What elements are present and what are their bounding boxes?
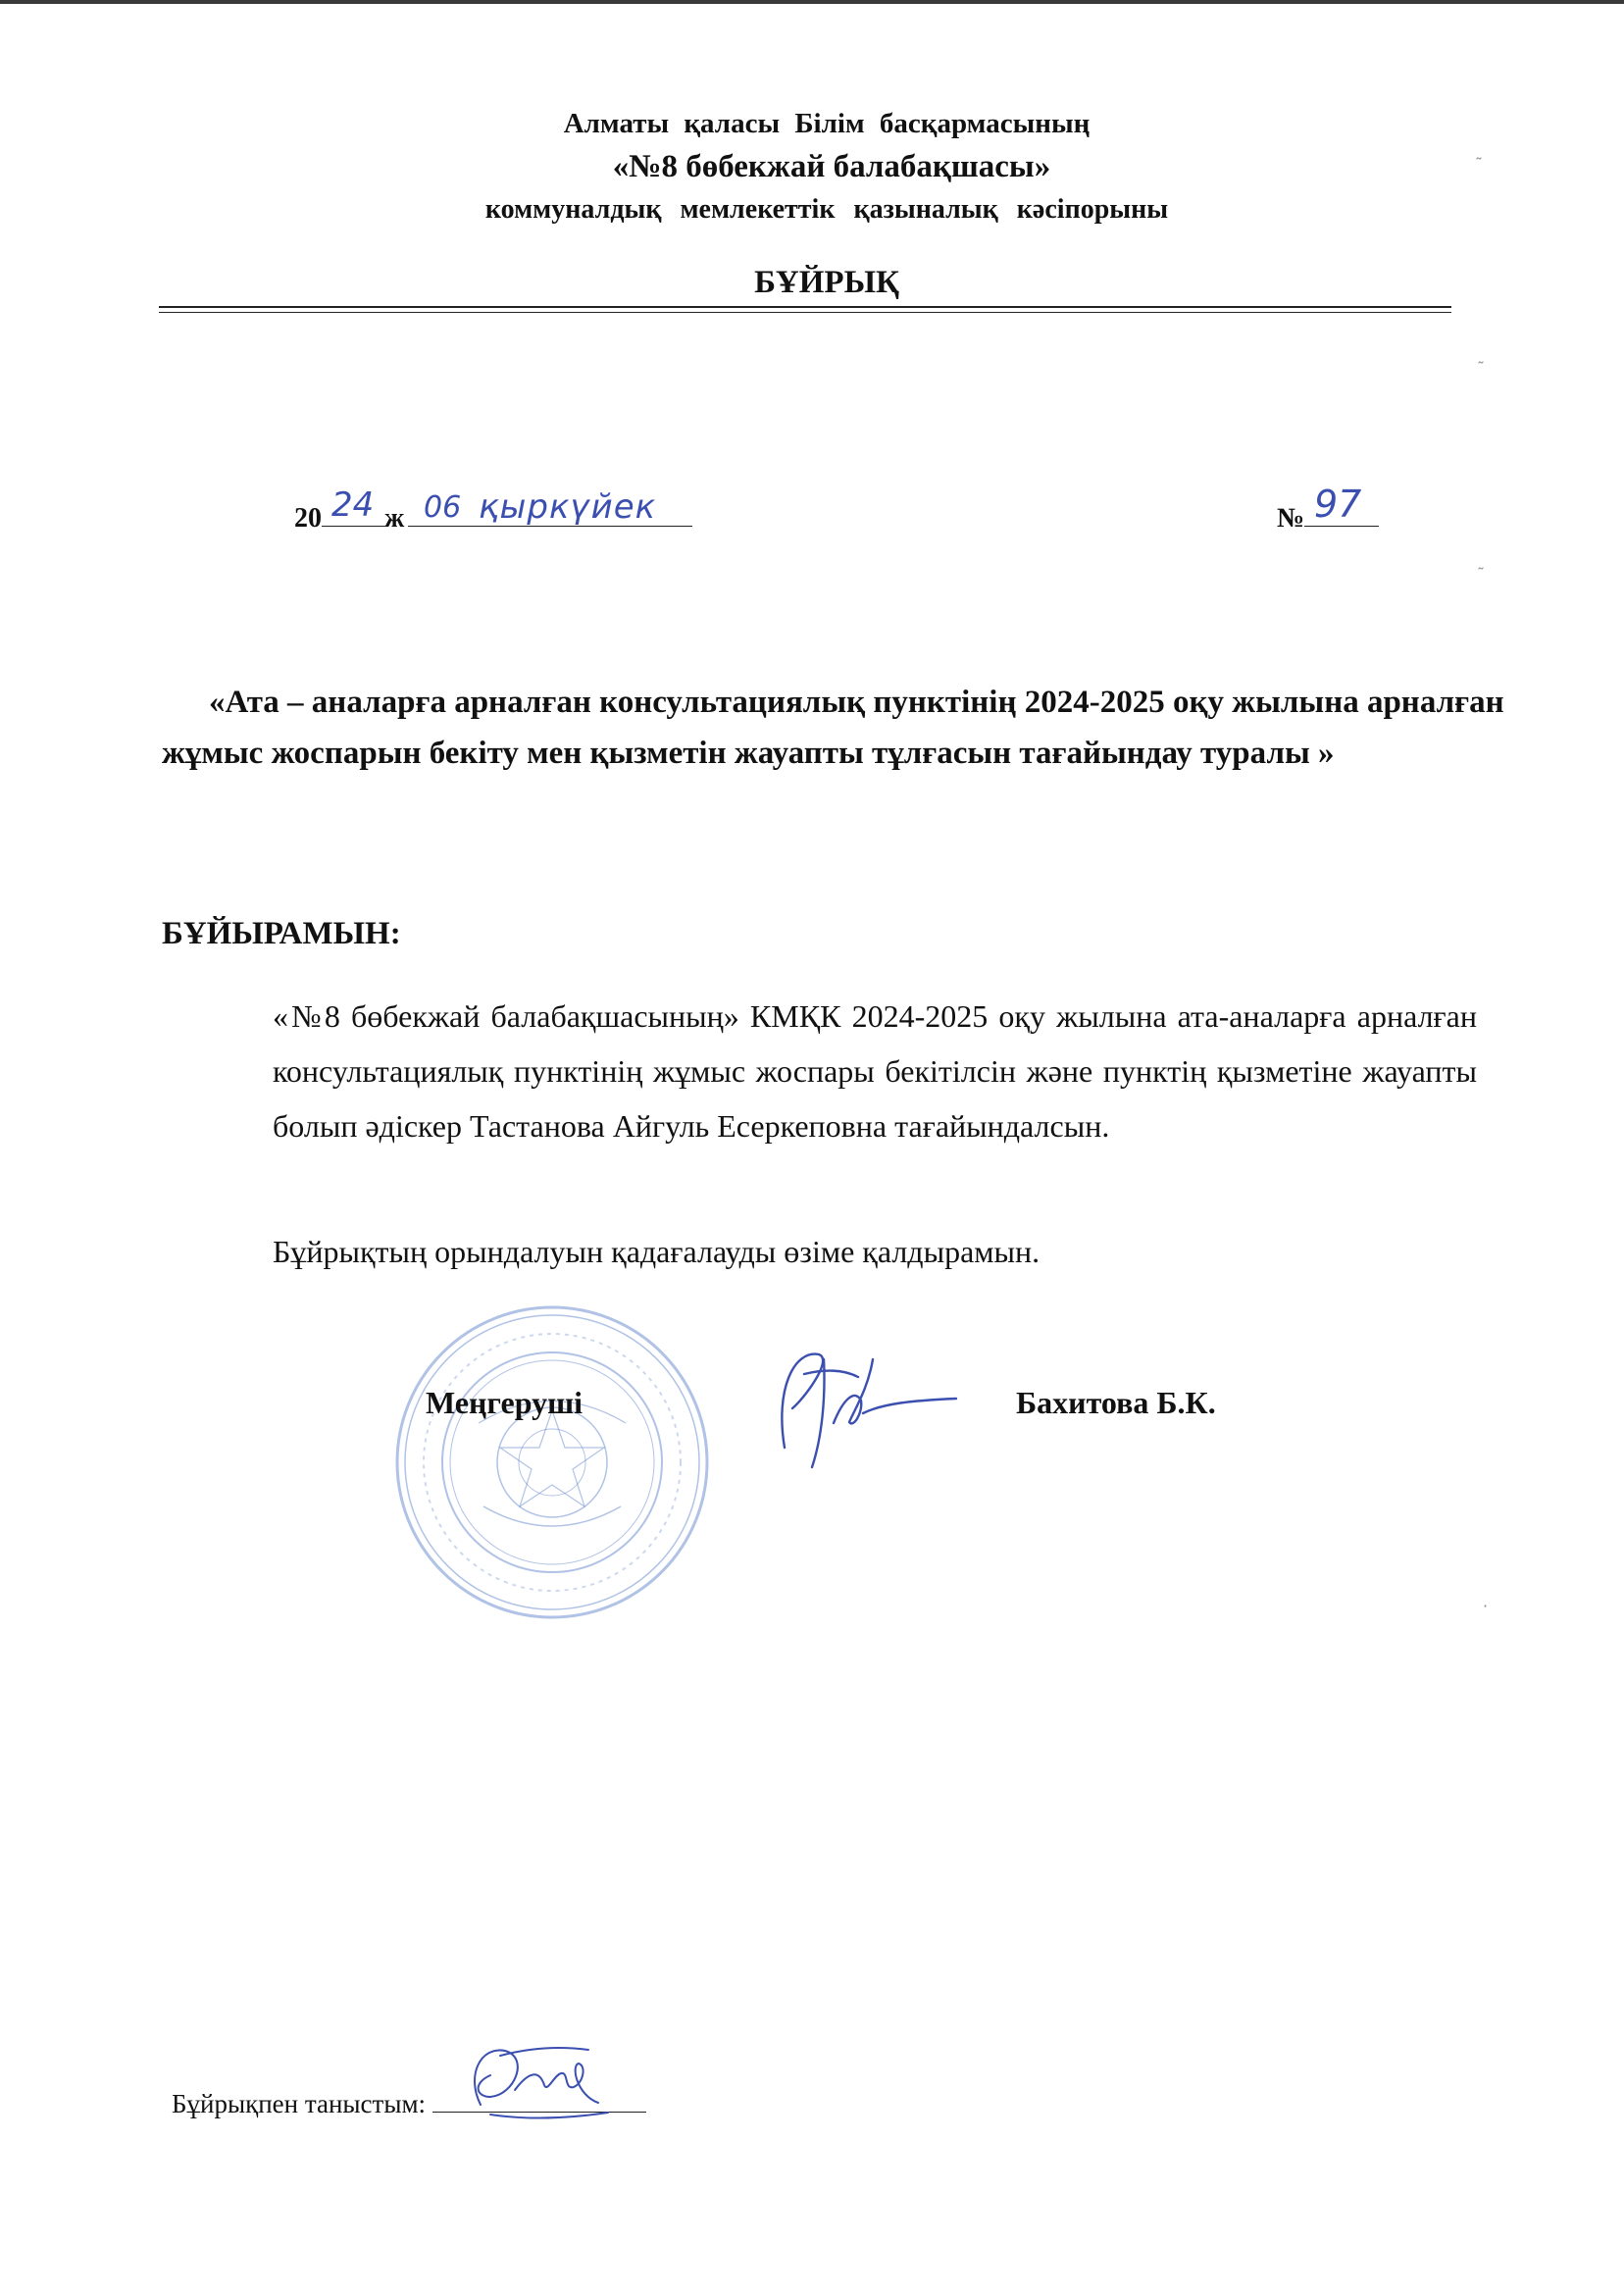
title-rule-thick <box>159 306 1451 308</box>
scan-speck: ˜ <box>1475 155 1483 174</box>
scan-speck: ˜ <box>1477 565 1485 584</box>
org-line-3: коммуналдық мемлекеттік қазыналық кәсіпорыны <box>484 194 1169 225</box>
signatory-name: Бахитова Б.К. <box>1016 1385 1216 1420</box>
order-subject: «Ата – аналарға арналған консультациялық пунктінің 2024-2025 оқу жылына арналған жұмыс жоспарын бекіту мен қызметін жауапты тұлғасын тағайындау туралы » <box>162 685 1504 771</box>
number-label: № <box>1277 503 1305 534</box>
order-heading: БҰЙЫРАМЫН: <box>162 916 401 951</box>
order-paragraph-1: «№8 бөбекжай балабақшасының» КМҚК 2024-2025 оқу жылына ата-аналарға арналған консультациялық пунктінің жұмыс жоспары бекітілсін және пунктің қызметіне жауапты болып әдіскер Тастанова Айгуль Есеркеповна тағайындалсын. <box>273 998 1477 1144</box>
year-prefix: 20 <box>294 503 322 534</box>
signatory-role: Меңгеруші <box>426 1385 584 1420</box>
handwritten-number: 97 <box>1314 483 1362 526</box>
handwritten-month: қыркүйек <box>479 487 657 527</box>
order-paragraph-2: Бұйрықтың орындалуын қадағалауды өзіме қалдырамын. <box>273 1234 1040 1269</box>
year-suffix: ж <box>384 503 405 534</box>
official-stamp-icon <box>390 1300 714 1624</box>
acknowledgement-label: Бұйрықпен таныстым: <box>172 2089 427 2118</box>
org-line-1: Алматы қаласы Білім басқармасының <box>563 108 1091 139</box>
director-signature-icon <box>765 1330 961 1477</box>
scan-speck: · <box>1483 1597 1489 1615</box>
scan-edge <box>0 0 1624 4</box>
acknowledgement-signature-icon <box>461 2036 618 2124</box>
handwritten-day: 06 <box>424 490 462 525</box>
scan-speck: ˜ <box>1477 359 1485 378</box>
title-rule-thin <box>159 312 1451 313</box>
org-line-2: «№8 бөбекжай балабақшасы» <box>612 149 1051 184</box>
document-title: БҰЙРЫҚ <box>754 265 899 300</box>
handwritten-year: 24 <box>331 485 375 525</box>
